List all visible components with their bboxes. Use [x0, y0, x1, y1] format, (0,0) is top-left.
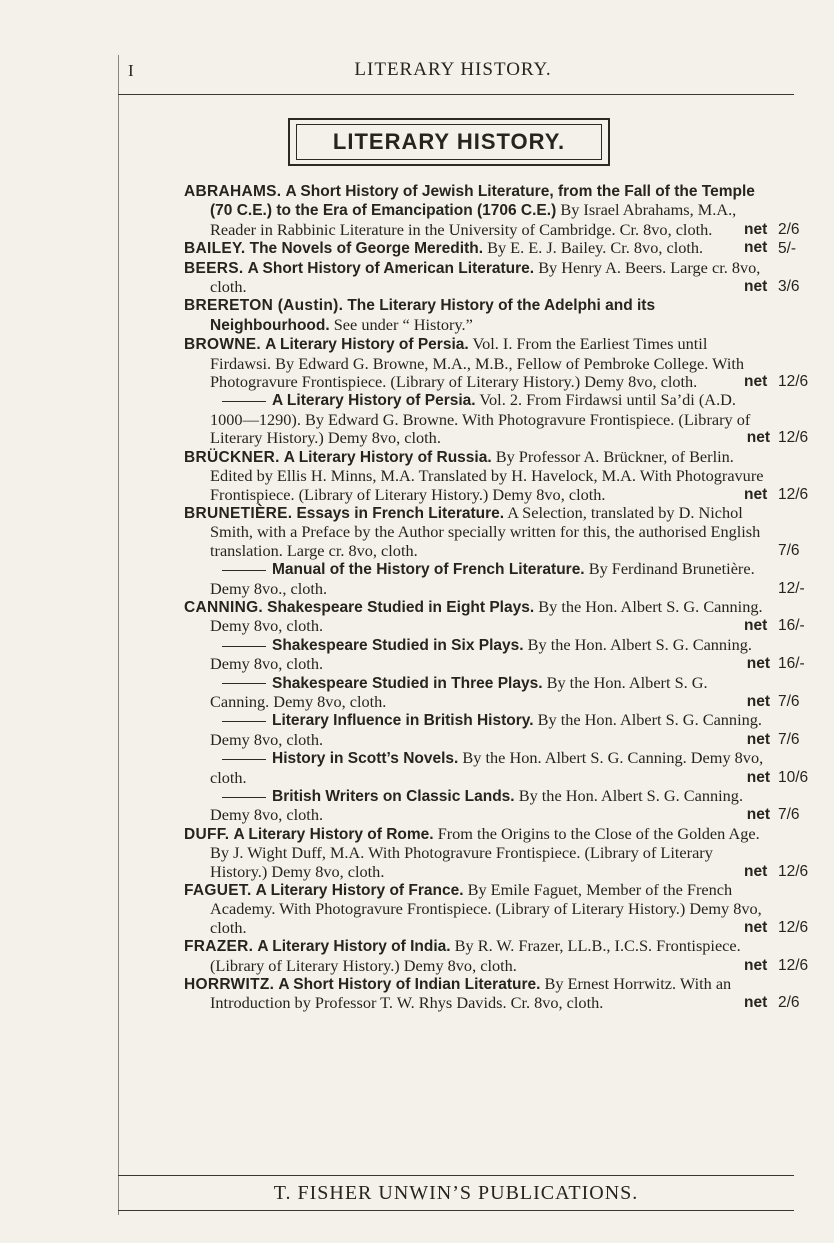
- entry-title: History in Scott’s Novels.: [272, 750, 459, 768]
- entry-price: 12/6: [778, 373, 809, 391]
- catalogue-entry: [184, 390, 809, 448]
- entry-description: A Selection, translated by D. Nichol Smith, with a Preface by the Author specially written for this, the authorised English translation. Large cr. 8vo, cloth.: [210, 502, 761, 560]
- entry-author: DUFF.: [184, 825, 230, 843]
- net-label: net: [746, 768, 770, 786]
- entry-description: By R. W. Frazer, LL.B., I.C.S. Frontispiece. (Library of Literary History.) Demy 8vo, cloth.: [210, 936, 741, 975]
- entry-title: The Novels of George Meredith.: [249, 240, 484, 258]
- entry-title: A Literary History of Persia.: [265, 336, 469, 354]
- catalogue-entry: BROWNE. A Literary History of Persia. Vol. I. From the Earliest Times until Firdawsi. By Edward G. Browne, M.A., M.B., Fellow of Pembroke College. With Photogravure Frontispiece. (Library of Literary History.) Demy 8vo, cloth. net 12/6: [184, 335, 770, 391]
- entry-title: A Short History of American Literature.: [247, 259, 535, 277]
- net-label: net: [746, 692, 770, 710]
- entry-price: 5/-: [778, 240, 797, 258]
- catalogue-entry: BEERS. A Short History of American Literature. By Henry A. Beers. Large cr. 8vo, cloth. net 3/6: [184, 259, 770, 297]
- net-label: net: [746, 429, 770, 447]
- entry-description: By Ernest Horrwitz. With an Introduction by Professor T. W. Rhys Davids. Cr. 8vo, cloth.: [210, 974, 732, 1013]
- entry-title: Shakespeare Studied in Eight Plays.: [267, 598, 535, 616]
- net-label: net: [746, 730, 770, 748]
- entry-price: 10/6: [778, 768, 809, 786]
- entry-description: By the Hon. Albert S. G. Canning. Demy 8vo, cloth.: [210, 634, 752, 674]
- entry-price: 12/6: [778, 862, 809, 880]
- entry-price: 12/6: [778, 918, 809, 936]
- page-folio: I: [128, 61, 134, 80]
- catalogue-entry: [184, 786, 800, 825]
- catalogue-entry: BAILEY. The Novels of George Meredith. By E. E. J. Bailey. Cr. 8vo, cloth. net 5/-: [184, 239, 770, 258]
- catalogue-entry: [184, 710, 800, 749]
- entry-price: 7/6: [778, 692, 800, 710]
- entry-author: FAGUET.: [184, 882, 252, 900]
- entry-title: British Writers on Classic Lands.: [272, 788, 515, 805]
- entry-description: By Professor A. Brückner, of Berlin. Edited by Ellis H. Minns, M.A. Translated by H. Havelock, M.A. With Photogravure Frontispiece. (Library of Literary History.) Demy 8vo, cloth.: [210, 446, 764, 504]
- entry-price: 16/-: [778, 655, 805, 673]
- entry-title: Shakespeare Studied in Three Plays.: [272, 674, 543, 692]
- entry-author: BRERETON (Austin).: [184, 297, 344, 315]
- entry-description: By Israel Abrahams, M.A., Reader in Rabbinic Literature in the University of Cambridge. Cr. 8vo, cloth.: [210, 200, 737, 239]
- section-title-box: [288, 118, 610, 166]
- entry-price: 3/6: [778, 278, 800, 296]
- entry-author: BRUNETIÈRE.: [184, 504, 293, 522]
- entry-author: HORRWITZ.: [184, 976, 275, 994]
- entry-author: BRÜCKNER.: [184, 448, 280, 466]
- catalogue-entry: [184, 672, 800, 712]
- ditto-dash: [222, 683, 266, 684]
- ditto-dash: [222, 646, 266, 647]
- entry-title: A Short History of Indian Literature.: [278, 976, 541, 994]
- entry-description: Vol. 2. From Firdawsi until Sa’di (A.D. 1000—1290). By Edward G. Browne. With Photogravure Frontispiece. (Library of Literary History.) Demy 8vo, cloth.: [210, 390, 751, 448]
- ditto-dash: [222, 759, 266, 760]
- entry-price: 16/-: [778, 617, 805, 635]
- entry-description: By Henry A. Beers. Large cr. 8vo, cloth.: [210, 257, 761, 297]
- entry-description: Vol. I. From the Earliest Times until Firdawsi. By Edward G. Browne, M.A., M.B., Fellow of Pembroke College. With Photogravure Frontispiece. (Library of Literary History.) Demy 8vo, cloth.: [210, 334, 745, 392]
- publisher-footer: T. FISHER UNWIN’S PUBLICATIONS.: [118, 1175, 794, 1211]
- entry-price: 12/6: [778, 429, 809, 447]
- catalogue-entry: FRAZER. A Literary History of India. By R. W. Frazer, LL.B., I.C.S. Frontispiece. (Library of Literary History.) Demy 8vo, cloth. net 12/6: [184, 937, 770, 975]
- catalogue-entry: BRÜCKNER. A Literary History of Russia. By Professor A. Brückner, of Berlin. Edited by Ellis H. Minns, M.A. Translated by H. Havelock, M.A. With Photogravure Frontispiece. (Library of Literary History.) Demy 8vo, cloth. net 12/6: [184, 448, 770, 504]
- entry-description: By E. E. J. Bailey. Cr. 8vo, cloth.: [487, 238, 704, 258]
- section-title: LITERARY HISTORY.: [296, 124, 602, 160]
- entry-title: Essays in French Literature.: [296, 504, 505, 522]
- entry-author: FRAZER.: [184, 938, 254, 956]
- entry-description: By Ferdinand Brunetière. Demy 8vo., cloth.: [210, 559, 755, 598]
- entry-price: 7/6: [778, 730, 800, 748]
- entry-title: A Literary History of Rome.: [233, 825, 434, 843]
- entry-title: A Literary History of Russia.: [283, 448, 492, 466]
- entry-price: 2/6: [778, 220, 800, 238]
- entry-description: By the Hon. Albert S. G. Canning. Demy 8vo, cloth.: [210, 672, 708, 711]
- catalogue-entry: [184, 748, 809, 787]
- entry-price: 2/6: [778, 994, 800, 1012]
- catalogue-entry: FAGUET. A Literary History of France. By Emile Faguet, Member of the French Academy. With Photogravure Frontispiece. (Library of Literary History.) Demy 8vo, cloth. net 12/6: [184, 881, 770, 937]
- entry-title: Shakespeare Studied in Six Plays.: [272, 636, 524, 654]
- catalogue-entries: [184, 182, 809, 1013]
- ditto-dash: [222, 401, 266, 402]
- catalogue-entry: ABRAHAMS. A Short History of Jewish Literature, from the Fall of the Temple (70 C.E.) to the Era of Emancipation (1706 C.E.) By Israel Abrahams, M.A., Reader in Rabbinic Literature in the University of Cambridge. Cr. 8vo, cloth. net 2/6: [184, 182, 770, 239]
- ditto-dash: [222, 721, 266, 722]
- catalogue-entry: [184, 634, 805, 674]
- entry-title: A Short History of Jewish Literature, from the Fall of the Temple (70 C.E.) to the Era of Emancipation (1706 C.E.): [210, 183, 755, 220]
- entry-description: By the Hon. Albert S. G. Canning. Demy 8vo, cloth.: [210, 748, 764, 787]
- catalogue-entry: HORRWITZ. A Short History of Indian Literature. By Ernest Horrwitz. With an Introduction by Professor T. W. Rhys Davids. Cr. 8vo, cloth. net 2/6: [184, 975, 770, 1013]
- entry-description: By the Hon. Albert S. G. Canning. Demy 8vo, cloth.: [210, 596, 763, 636]
- entry-title: A Literary History of France.: [255, 882, 464, 900]
- page-margin-rule: [118, 55, 119, 1215]
- net-label: net: [746, 655, 770, 673]
- entry-title: Literary Influence in British History.: [272, 712, 534, 730]
- catalogue-entry: [184, 296, 770, 335]
- entry-author: ABRAHAMS.: [184, 183, 282, 200]
- ditto-dash: [222, 570, 266, 571]
- entry-description: By Emile Faguet, Member of the French Academy. With Photogravure Frontispiece. (Library of Literary History.) Demy 8vo, cloth.: [210, 880, 762, 937]
- entry-author: CANNING.: [184, 598, 264, 616]
- entry-price: 12/6: [778, 956, 809, 974]
- net-label: net: [746, 806, 770, 824]
- running-head: [118, 55, 788, 93]
- entry-author: BAILEY.: [184, 240, 246, 258]
- entry-description: See under “ History.”: [333, 314, 473, 334]
- entry-author: BROWNE.: [184, 336, 262, 354]
- header-rule: [118, 94, 794, 95]
- ditto-dash: [222, 797, 266, 798]
- entry-description: By the Hon. Albert S. G. Canning. Demy 8vo, cloth.: [210, 786, 744, 825]
- catalogue-entry: CANNING. Shakespeare Studied in Eight Plays. By the Hon. Albert S. G. Canning. Demy 8vo, cloth. net 16/-: [184, 598, 770, 636]
- entry-title: Manual of the History of French Literature.: [272, 561, 585, 579]
- catalogue-entry: [184, 559, 805, 598]
- entry-price: 7/6: [778, 806, 800, 824]
- entry-title: A Literary History of Persia.: [272, 392, 476, 410]
- entry-title: The Literary History of the Adelphi and its Neighbourhood.: [210, 297, 656, 334]
- entry-description: From the Origins to the Close of the Golden Age. By J. Wight Duff, M.A. With Photogravure Frontispiece. (Library of Literary History.) Demy 8vo, cloth.: [210, 823, 760, 881]
- running-head-title: LITERARY HISTORY.: [354, 59, 552, 80]
- catalogue-entry: DUFF. A Literary History of Rome. From the Origins to the Close of the Golden Age. By J. Wight Duff, M.A. With Photogravure Frontispiece. (Library of Literary History.) Demy 8vo, cloth. net 12/6: [184, 825, 770, 881]
- entry-price: 12/6: [778, 485, 809, 503]
- entry-author: BEERS.: [184, 259, 244, 277]
- entry-description: By the Hon. Albert S. G. Canning. Demy 8vo, cloth.: [210, 710, 762, 749]
- entry-title: A Literary History of India.: [257, 938, 451, 956]
- catalogue-entry: [184, 502, 800, 560]
- entry-price: 12/-: [778, 579, 805, 597]
- entry-price: 7/6: [778, 541, 800, 559]
